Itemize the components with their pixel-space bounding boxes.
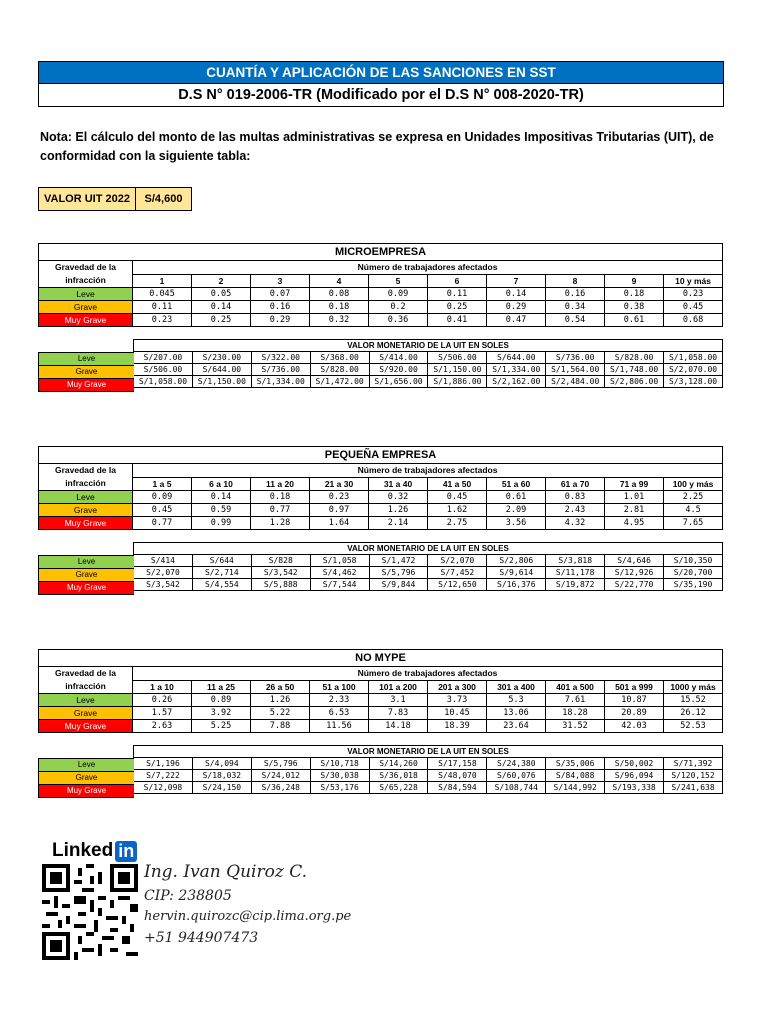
column-header: 501 a 999 — [605, 680, 664, 694]
table-cell: S/7,452 — [428, 567, 487, 579]
table-cell: 1.26 — [369, 504, 428, 517]
table-cell: 0.11 — [133, 301, 192, 314]
table-cell: S/1,196 — [134, 758, 193, 770]
table-cell: S/108,744 — [487, 782, 546, 794]
table-cell: S/65,228 — [369, 782, 428, 794]
table-cell: 2.33 — [310, 694, 369, 707]
severity-leve-label: Leve — [39, 694, 133, 707]
table-cell: 2.09 — [487, 504, 546, 517]
table-row — [39, 720, 723, 733]
table-cell: 0.61 — [605, 314, 664, 327]
table-row — [134, 376, 723, 388]
gravedad-label-2: infracción — [65, 681, 106, 691]
table-cell: S/3,542 — [134, 579, 193, 591]
table-cell: S/1,472.00 — [310, 376, 369, 388]
table-cell: 0.07 — [251, 288, 310, 301]
table-cell: S/644.00 — [192, 364, 251, 376]
table-cell: S/241,638 — [664, 782, 723, 794]
table-cell: 0.45 — [428, 491, 487, 504]
table-cell: 13.06 — [487, 707, 546, 720]
column-header: 1 — [133, 274, 192, 288]
table-cell: S/644.00 — [487, 352, 546, 364]
table-cell: 0.77 — [251, 504, 310, 517]
table-cell: 0.54 — [546, 314, 605, 327]
table-cell: 0.09 — [369, 288, 428, 301]
table-cell: 20.89 — [605, 707, 664, 720]
column-header: 41 a 50 — [428, 477, 487, 491]
money-value-table — [133, 745, 723, 794]
table-cell: S/36,018 — [369, 770, 428, 782]
table-cell: 0.77 — [133, 517, 192, 530]
table-cell: S/414.00 — [369, 352, 428, 364]
table-cell: 0.59 — [192, 504, 251, 517]
table-cell: 6.53 — [310, 707, 369, 720]
section-title: NO MYPE — [39, 650, 723, 667]
column-header: 1 a 5 — [133, 477, 192, 491]
severity-muy-grave-label: Muy Grave — [39, 314, 133, 327]
table-cell: 10.45 — [428, 707, 487, 720]
table-cell: S/2,484.00 — [546, 376, 605, 388]
table-cell: S/828.00 — [605, 352, 664, 364]
table-cell: 0.61 — [487, 491, 546, 504]
table-cell: 2.63 — [133, 720, 192, 733]
table-cell: S/2,714 — [192, 567, 251, 579]
table-cell: S/5,796 — [369, 567, 428, 579]
table-cell: S/10,718 — [310, 758, 369, 770]
column-header: 201 a 300 — [428, 680, 487, 694]
severity-grave-label: Grave — [39, 772, 134, 785]
table-cell: S/20,700 — [664, 567, 723, 579]
table-cell: S/22,770 — [605, 579, 664, 591]
table-cell: 31.52 — [546, 720, 605, 733]
table-cell: S/4,094 — [192, 758, 251, 770]
uit-factor-table — [38, 649, 723, 733]
document-title: CUANTÍA Y APLICACIÓN DE LAS SANCIONES EN SST — [39, 62, 723, 84]
table-cell: 0.23 — [133, 314, 192, 327]
column-header: 11 a 20 — [251, 477, 310, 491]
table-cell: S/4,554 — [192, 579, 251, 591]
table-row — [134, 567, 723, 579]
table-cell: 2.14 — [369, 517, 428, 530]
severity-muy-grave-label: Muy Grave — [39, 720, 133, 733]
uit-factor-table — [38, 243, 723, 327]
qr-code-icon — [42, 864, 138, 960]
column-header: 3 — [251, 274, 310, 288]
table-cell: 0.32 — [310, 314, 369, 327]
table-cell: S/2,162.00 — [487, 376, 546, 388]
table-cell: 0.25 — [192, 314, 251, 327]
severity-muy-grave-label: Muy Grave — [39, 517, 133, 530]
table-cell: S/7,544 — [310, 579, 369, 591]
table-cell: S/84,088 — [546, 770, 605, 782]
table-cell: S/1,564.00 — [546, 364, 605, 376]
table-cell: S/828 — [251, 555, 310, 567]
table-cell: S/50,002 — [605, 758, 664, 770]
table-cell: S/35,006 — [546, 758, 605, 770]
note-paragraph: Nota: El cálculo del monto de las multas administrativas se expresa en Unidades Impositivas Tributarias (UIT), de conformidad con la siguiente tabla: — [40, 130, 714, 163]
column-header: 1000 y más — [664, 680, 723, 694]
table-cell: S/368.00 — [310, 352, 369, 364]
table-cell: S/1,472 — [369, 555, 428, 567]
column-header: 401 a 500 — [546, 680, 605, 694]
table-cell: S/1,058.00 — [134, 376, 193, 388]
table-cell: S/2,070 — [428, 555, 487, 567]
table-cell: S/10,350 — [664, 555, 723, 567]
linkedin-text: Linked — [52, 840, 114, 861]
workers-header: Número de trabajadores afectados — [133, 261, 723, 275]
column-header: 51 a 100 — [310, 680, 369, 694]
gravedad-label-1: Gravedad de la — [55, 668, 116, 678]
severity-grave-label: Grave — [39, 366, 134, 379]
table-cell: S/3,128.00 — [664, 376, 723, 388]
column-header: 5 — [369, 274, 428, 288]
table-cell: S/506.00 — [428, 352, 487, 364]
table-cell: S/17,158 — [428, 758, 487, 770]
table-cell: 0.41 — [428, 314, 487, 327]
column-header: 10 y más — [664, 274, 723, 288]
gravedad-label-2: infracción — [65, 275, 106, 285]
table-cell: 7.65 — [664, 517, 723, 530]
table-cell: S/2,070.00 — [664, 364, 723, 376]
table-cell: S/1,334.00 — [487, 364, 546, 376]
severity-grave-label: Grave — [39, 301, 133, 314]
table-cell: S/30,038 — [310, 770, 369, 782]
uit-factor-table — [38, 446, 723, 530]
gravedad-header — [39, 667, 133, 694]
table-cell: S/18,032 — [192, 770, 251, 782]
table-cell: S/14,260 — [369, 758, 428, 770]
table-cell: 15.52 — [664, 694, 723, 707]
column-header: 7 — [487, 274, 546, 288]
table-cell: 14.18 — [369, 720, 428, 733]
severity-leve-label: Leve — [39, 556, 134, 569]
table-row — [134, 352, 723, 364]
table-cell: S/2,070 — [134, 567, 193, 579]
table-cell: S/3,818 — [546, 555, 605, 567]
signature-email: hervin.quirozc@cip.lima.org.pe — [144, 909, 352, 924]
signature-phone: +51 944907473 — [144, 930, 259, 946]
table-cell: 4.5 — [664, 504, 723, 517]
table-row — [39, 491, 723, 504]
table-row — [134, 555, 723, 567]
column-header: 21 a 30 — [310, 477, 369, 491]
column-header: 71 a 99 — [605, 477, 664, 491]
column-header: 11 a 25 — [192, 680, 251, 694]
table-row — [39, 707, 723, 720]
column-header: 9 — [605, 274, 664, 288]
table-cell: 3.1 — [369, 694, 428, 707]
table-cell: 4.95 — [605, 517, 664, 530]
table-cell: 0.29 — [487, 301, 546, 314]
table-cell: 0.36 — [369, 314, 428, 327]
table-cell: 11.56 — [310, 720, 369, 733]
money-severity-labels — [38, 758, 134, 798]
table-cell: S/1,656.00 — [369, 376, 428, 388]
table-cell: S/2,806.00 — [605, 376, 664, 388]
table-cell: S/736.00 — [251, 364, 310, 376]
table-cell: 0.45 — [133, 504, 192, 517]
table-cell: S/207.00 — [134, 352, 193, 364]
table-cell: S/1,058.00 — [664, 352, 723, 364]
table-cell: 7.61 — [546, 694, 605, 707]
table-row — [39, 301, 723, 314]
table-cell: 2.75 — [428, 517, 487, 530]
severity-grave-label: Grave — [39, 569, 134, 582]
table-cell: 1.64 — [310, 517, 369, 530]
table-cell: 1.01 — [605, 491, 664, 504]
severity-muy-grave-label: Muy Grave — [39, 785, 134, 797]
table-cell: 3.56 — [487, 517, 546, 530]
table-cell: 0.18 — [605, 288, 664, 301]
table-row — [39, 694, 723, 707]
column-header: 6 a 10 — [192, 477, 251, 491]
table-cell: 0.23 — [664, 288, 723, 301]
table-cell: 0.89 — [192, 694, 251, 707]
gravedad-header — [39, 464, 133, 491]
severity-leve-label: Leve — [39, 353, 134, 366]
table-cell: 0.11 — [428, 288, 487, 301]
table-cell: 0.14 — [192, 301, 251, 314]
table-cell: S/322.00 — [251, 352, 310, 364]
table-cell: 0.2 — [369, 301, 428, 314]
table-cell: S/84,594 — [428, 782, 487, 794]
column-header: 100 y más — [664, 477, 723, 491]
table-cell: 4.32 — [546, 517, 605, 530]
money-severity-labels — [38, 352, 134, 392]
table-row — [134, 770, 723, 782]
table-row — [134, 758, 723, 770]
table-cell: 1.26 — [251, 694, 310, 707]
severity-leve-label: Leve — [39, 759, 134, 772]
table-cell: S/120,152 — [664, 770, 723, 782]
section-title: PEQUEÑA EMPRESA — [39, 447, 723, 464]
table-cell: S/644 — [192, 555, 251, 567]
table-cell: S/24,380 — [487, 758, 546, 770]
table-cell: 2.81 — [605, 504, 664, 517]
column-header: 26 a 50 — [251, 680, 310, 694]
table-cell: 0.14 — [487, 288, 546, 301]
table-cell: S/19,872 — [546, 579, 605, 591]
table-cell: S/193,338 — [605, 782, 664, 794]
table-cell: 0.97 — [310, 504, 369, 517]
table-cell: S/506.00 — [134, 364, 193, 376]
table-cell: 7.83 — [369, 707, 428, 720]
table-cell: S/3,542 — [251, 567, 310, 579]
table-cell: 52.53 — [664, 720, 723, 733]
table-cell: S/9,844 — [369, 579, 428, 591]
table-cell: 0.26 — [133, 694, 192, 707]
table-cell: S/1,886.00 — [428, 376, 487, 388]
severity-grave-label: Grave — [39, 504, 133, 517]
table-cell: 7.88 — [251, 720, 310, 733]
table-cell: S/96,094 — [605, 770, 664, 782]
table-cell: 42.03 — [605, 720, 664, 733]
table-cell: S/7,222 — [134, 770, 193, 782]
table-cell: 0.45 — [664, 301, 723, 314]
table-row — [134, 364, 723, 376]
table-row — [39, 517, 723, 530]
table-cell: 10.87 — [605, 694, 664, 707]
table-cell: S/736.00 — [546, 352, 605, 364]
table-cell: S/48,070 — [428, 770, 487, 782]
table-cell: 18.39 — [428, 720, 487, 733]
column-header: 101 a 200 — [369, 680, 428, 694]
table-cell: 1.57 — [133, 707, 192, 720]
table-row — [134, 579, 723, 591]
table-cell: S/9,614 — [487, 567, 546, 579]
column-header: 8 — [546, 274, 605, 288]
severity-grave-label: Grave — [39, 707, 133, 720]
table-cell: 26.12 — [664, 707, 723, 720]
table-cell: S/24,012 — [251, 770, 310, 782]
table-cell: 0.14 — [192, 491, 251, 504]
uit-value: S/4,600 — [144, 193, 183, 205]
workers-header: Número de trabajadores afectados — [133, 667, 723, 681]
signature-cip: CIP: 238805 — [144, 888, 232, 904]
table-cell: 0.18 — [310, 301, 369, 314]
workers-header: Número de trabajadores afectados — [133, 464, 723, 478]
table-cell: 18.28 — [546, 707, 605, 720]
table-cell: S/16,376 — [487, 579, 546, 591]
table-cell: S/1,150.00 — [192, 376, 251, 388]
table-cell: S/4,646 — [605, 555, 664, 567]
linkedin-badge: in — [115, 841, 137, 862]
table-cell: S/12,926 — [605, 567, 664, 579]
uit-value-box — [38, 187, 192, 211]
table-cell: S/920.00 — [369, 364, 428, 376]
table-cell: S/71,392 — [664, 758, 723, 770]
table-row — [39, 504, 723, 517]
table-cell: S/5,888 — [251, 579, 310, 591]
table-cell: 0.09 — [133, 491, 192, 504]
table-cell: 0.25 — [428, 301, 487, 314]
column-header: 61 a 70 — [546, 477, 605, 491]
signature-name: Ing. Ivan Quiroz C. — [144, 862, 308, 882]
table-row — [134, 782, 723, 794]
table-cell: S/36,248 — [251, 782, 310, 794]
table-cell: 0.68 — [664, 314, 723, 327]
severity-muy-grave-label: Muy Grave — [39, 379, 134, 391]
table-cell: 3.92 — [192, 707, 251, 720]
table-cell: 1.28 — [251, 517, 310, 530]
table-cell: 0.23 — [310, 491, 369, 504]
table-cell: 0.34 — [546, 301, 605, 314]
table-cell: S/4,462 — [310, 567, 369, 579]
money-value-table — [133, 339, 723, 388]
severity-muy-grave-label: Muy Grave — [39, 582, 134, 594]
column-header: 2 — [192, 274, 251, 288]
column-header: 31 a 40 — [369, 477, 428, 491]
table-cell: 5.3 — [487, 694, 546, 707]
gravedad-label-2: infracción — [65, 478, 106, 488]
money-severity-labels — [38, 555, 134, 595]
table-cell: 23.64 — [487, 720, 546, 733]
table-cell: S/1,748.00 — [605, 364, 664, 376]
table-row — [39, 314, 723, 327]
column-header: 51 a 60 — [487, 477, 546, 491]
gravedad-label-1: Gravedad de la — [55, 465, 116, 475]
table-cell: 0.29 — [251, 314, 310, 327]
column-header: 6 — [428, 274, 487, 288]
column-header: 301 a 400 — [487, 680, 546, 694]
severity-leve-label: Leve — [39, 288, 133, 301]
table-cell: 0.16 — [546, 288, 605, 301]
table-cell: 0.05 — [192, 288, 251, 301]
table-cell: S/828.00 — [310, 364, 369, 376]
table-cell: 0.47 — [487, 314, 546, 327]
table-cell: 2.43 — [546, 504, 605, 517]
table-cell: S/1,150.00 — [428, 364, 487, 376]
table-cell: 0.18 — [251, 491, 310, 504]
table-cell: 1.62 — [428, 504, 487, 517]
table-cell: 0.99 — [192, 517, 251, 530]
linkedin-logo — [52, 840, 137, 862]
table-cell: S/144,992 — [546, 782, 605, 794]
table-cell: 5.25 — [192, 720, 251, 733]
table-cell: S/1,334.00 — [251, 376, 310, 388]
gravedad-label-1: Gravedad de la — [55, 262, 116, 272]
column-header: 4 — [310, 274, 369, 288]
table-cell: S/1,058 — [310, 555, 369, 567]
table-cell: 0.16 — [251, 301, 310, 314]
document-subtitle: D.S N° 019-2006-TR (Modificado por el D.S N° 008-2020-TR) — [39, 84, 723, 106]
table-cell: S/12,650 — [428, 579, 487, 591]
table-cell: S/5,796 — [251, 758, 310, 770]
table-cell: S/230.00 — [192, 352, 251, 364]
table-cell: S/414 — [134, 555, 193, 567]
money-value-table — [133, 542, 723, 591]
money-header: VALOR MONETARIO DE LA UIT EN SOLES — [134, 340, 723, 352]
table-cell: S/11,178 — [546, 567, 605, 579]
uit-label: VALOR UIT 2022 — [39, 188, 136, 210]
table-cell: 0.38 — [605, 301, 664, 314]
table-cell: S/60,076 — [487, 770, 546, 782]
table-cell: 3.73 — [428, 694, 487, 707]
table-cell: S/24,150 — [192, 782, 251, 794]
table-cell: S/2,806 — [487, 555, 546, 567]
gravedad-header — [39, 261, 133, 288]
section-title: MICROEMPRESA — [39, 244, 723, 261]
table-cell: 0.08 — [310, 288, 369, 301]
table-cell: 0.83 — [546, 491, 605, 504]
table-cell: 0.32 — [369, 491, 428, 504]
column-header: 1 a 10 — [133, 680, 192, 694]
table-cell: 0.045 — [133, 288, 192, 301]
table-cell: S/35,190 — [664, 579, 723, 591]
severity-leve-label: Leve — [39, 491, 133, 504]
money-header: VALOR MONETARIO DE LA UIT EN SOLES — [134, 746, 723, 758]
money-header: VALOR MONETARIO DE LA UIT EN SOLES — [134, 543, 723, 555]
document-header — [38, 61, 724, 107]
table-cell: 5.22 — [251, 707, 310, 720]
table-cell: S/12,098 — [134, 782, 193, 794]
table-row — [39, 288, 723, 301]
table-cell: S/53,176 — [310, 782, 369, 794]
table-cell: 2.25 — [664, 491, 723, 504]
